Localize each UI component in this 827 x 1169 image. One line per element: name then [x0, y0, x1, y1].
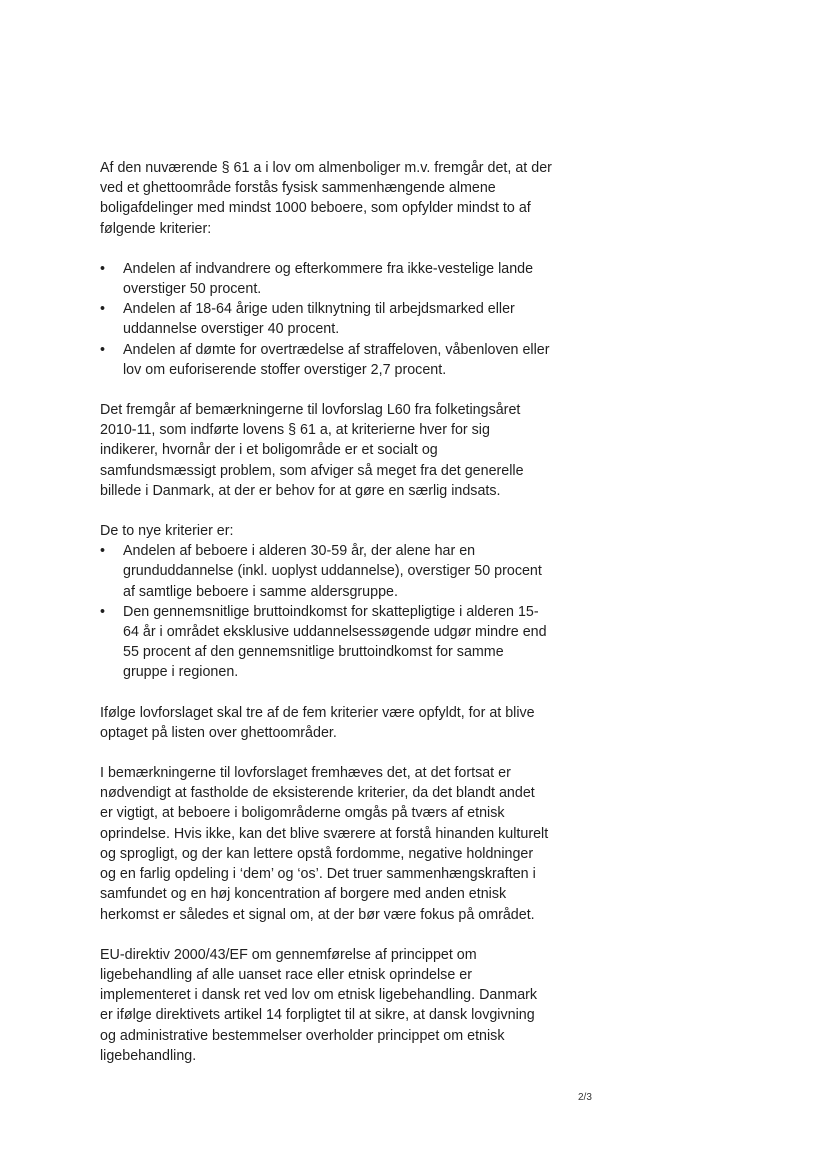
paragraph-bill: Ifølge lovforslaget skal tre af de fem kriterier være opfyldt, for at blive optaget på listen over ghettoområder.: [100, 704, 535, 741]
list-item: • Andelen af indvandrere og efterkommere fra ikke-vestelige lande overstiger 50 procent.: [100, 260, 534, 298]
bullet-icon: •: [100, 301, 106, 318]
bullet-icon: •: [100, 603, 106, 620]
paragraph-cohesion: I bemærkningerne til lovforslaget fremhæves det, at det fortsat er nødvendigt at fastholde de eksisterende kriterier, da det blandt andet er vigtigt, at beboere i boligområderne omgås på tværs af etnisk oprindelse. Hvis ikke, kan det blive sværere at forstå hinanden kulturelt og sprogligt, og der kan lettere opstå fordomme, negative holdninger og en farlig opdeling i ‘dem’ og ‘os’. Det truer sammenhængskraften i samfundet og en høj koncentration af borgere med anden etnisk herkomst er således et signal om, at der bør være fokus på området.: [100, 765, 549, 923]
paragraph-intro: Af den nuværende § 61 a i lov om almenboliger m.v. fremgår det, at der ved et ghettoområde forstås fysisk sammenhængende almene boligafdelinger med mindst 1000 beboere, som opfylder mindst to af følgende kriterier:: [100, 160, 552, 237]
bullet-icon: •: [100, 260, 106, 277]
paragraph-eu-directive: EU-direktiv 2000/43/EF om gennemførelse af princippet om ligebehandling af alle uanset race eller etnisk oprindelse er implementeret i dansk ret ved lov om etnisk ligebehandling. Danmark er ifølge direktivets artikel 14 forpligtet til at sikre, at dansk lovgivning og administrative bestemmelser overholder princippet om etnisk ligebehandling.: [100, 946, 538, 1064]
bullet-icon: •: [100, 341, 106, 358]
paragraph-new-criteria-heading: De to nye kriterier er:: [100, 523, 234, 540]
page-number: 2/3: [578, 1092, 592, 1103]
list-item: • Andelen af beboere i alderen 30-59 år, der alene har en grunduddannelse (inkl. uoplyst uddannelse), overstiger 50 procent af samtlige beboere i samme aldersgruppe.: [100, 543, 542, 600]
bullet-icon: •: [100, 543, 106, 560]
list-item: • Andelen af 18-64 årige uden tilknytning til arbejdsmarked eller uddannelse overstiger 40 procent.: [100, 301, 515, 338]
paragraph-remarks: Det fremgår af bemærkningerne til lovforslag L60 fra folketingsåret 2010-11, som indførte lovens § 61 a, at kriterierne hver for sig indikerer, hvornår der i et boligområde er et socialt og samfundsmæssigt problem, som afviger så meget fra det generelle billede i Danmark, at der er behov for at gøre en særlig indsats.: [100, 402, 524, 499]
document-body: [100, 158, 580, 1066]
list-item: • Andelen af dømte for overtrædelse af straffeloven, våbenloven eller lov om euforiserende stoffer overstiger 2,7 procent.: [100, 341, 550, 378]
criteria-list-existing: [100, 259, 580, 380]
criteria-list-new: [100, 541, 580, 682]
list-item: • Den gennemsnitlige bruttoindkomst for skattepligtige i alderen 15- 64 år i området eksklusive uddannelsessøgende udgør mindre end 55 procent af den gennemsnitlige bruttoindkomst for samme gruppe i regionen.: [100, 603, 547, 681]
